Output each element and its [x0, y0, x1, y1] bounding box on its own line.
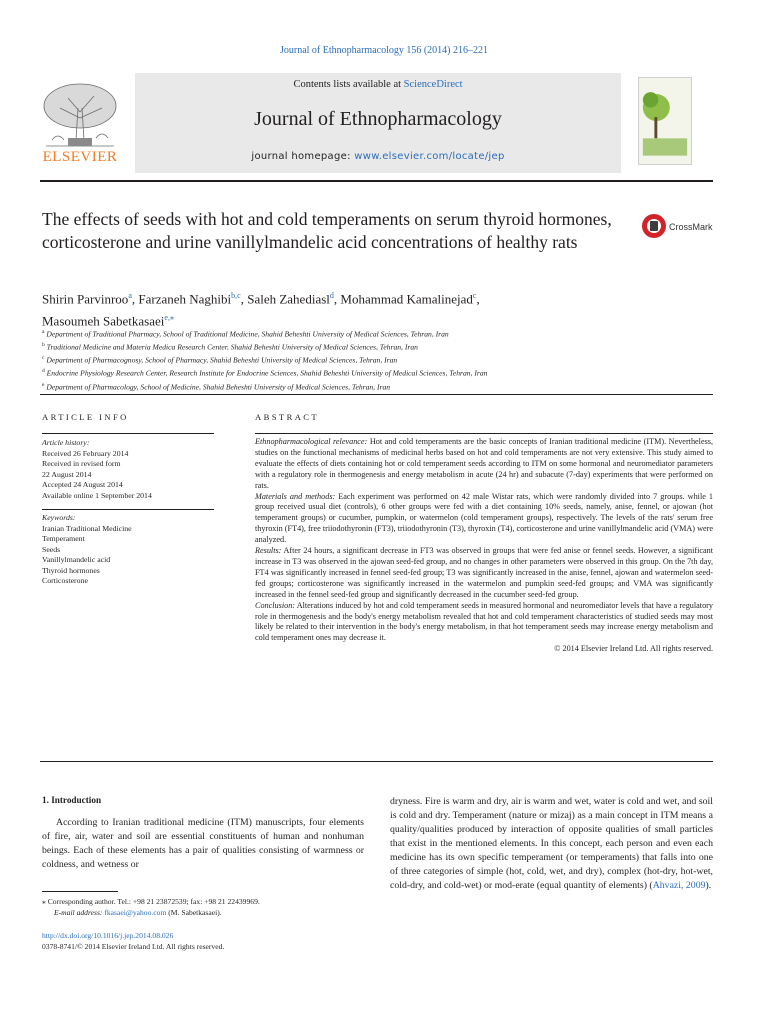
intro-right-text: dryness. Fire is warm and dry, air is warm and wet, water is cold and wet, and soil is cold and dry. Temperament (nature or mizaj) as a main concept in ITM means a quality/qualities produced by interaction of opposite qualities of small particles that exist in the mentioned elements. In this concept, each person and even each medicine has its own specific temperament (or temperaments) that falls into one of three categories of simple (hot, cold, wet, and dry), complex (hot-dry, hot-wet, cold-dry, and cold-wet) or mod-erate (equal quantity of elements) ( — [390, 796, 713, 891]
sciencedirect-link[interactable]: ScienceDirect — [403, 79, 463, 90]
abstract-body — [255, 437, 713, 655]
abstract-section-text: Alterations induced by hot and cold temperament seeds in measured hormonal and neuromediator levels that have a regulatory role in thermogenesis and the body's energy metabolism revealed that hot and cold temperament characteristics of studied seeds may most likely be related to their intervention in the body's energy metabolism, in that hot temperament seeds may increase energy metabolism and cold temperament ones may decrease it. — [255, 600, 713, 643]
keyword-item: Iranian Traditional Medicine — [42, 523, 132, 533]
history-item: Received 26 February 2014 — [42, 448, 129, 458]
author-list — [42, 286, 682, 331]
elsevier-wordmark: ELSEVIER — [42, 149, 118, 165]
issn-line: 0378-8741/© 2014 Elsevier Ireland Ltd. All rights reserved. — [42, 942, 225, 951]
author-separator: , — [240, 291, 248, 307]
citation-link[interactable]: Ahvazi, 2009 — [652, 880, 706, 891]
intro-right-end: ). — [705, 880, 712, 891]
affiliation-text: Department of Pharmacology, School of Medicine, Shahid Beheshti University of Medical Sciences, Tehran, Iran — [46, 382, 391, 392]
crossmark-badge[interactable] — [640, 211, 720, 241]
footnote-rule — [42, 891, 118, 892]
affiliation-item — [42, 353, 722, 366]
article-info-heading: ARTICLE INFO — [42, 412, 129, 422]
affiliation-mark: d — [42, 368, 45, 375]
info-rule — [42, 433, 214, 434]
abstract-section-label: Ethnopharmacological relevance: — [255, 437, 368, 446]
journal-title: Journal of Ethnopharmacology — [254, 108, 502, 130]
affiliation-text: Department of Traditional Pharmacy, School of Traditional Medicine, Shahid Beheshti University of Medical Sciences, Tehran, Iran — [46, 329, 449, 339]
contents-line — [135, 79, 621, 90]
author-affiliation-mark[interactable]: b,c — [231, 291, 241, 300]
history-items — [42, 449, 214, 502]
info-rule — [42, 509, 214, 510]
email-link[interactable]: fkasaei@yahoo.com — [104, 907, 167, 917]
abstract-section-label: Conclusion: — [255, 600, 296, 610]
abstract-section — [255, 437, 713, 492]
contents-prefix: Contents lists available at — [293, 79, 404, 90]
crossmark-label: CrossMark — [669, 222, 713, 232]
affiliation-text: Endocrine Physiology Research Center, Research Institute for Endocrine Sciences, Shahid Beheshti University of Medical Sciences, Tehran, Iran — [46, 368, 488, 378]
footnote-star: ⁎ — [42, 897, 46, 906]
abstract-section-label: Materials and methods: — [255, 491, 336, 501]
keywords-label: Keywords: — [42, 513, 76, 522]
author-separator: , — [476, 291, 480, 307]
email-label: E-mail address: — [54, 907, 105, 917]
author-affiliation-mark[interactable]: e,⁎ — [164, 313, 174, 323]
footnote-text: Corresponding author. Tel.: +98 21 23872539; fax: +98 21 22439969. — [45, 897, 260, 906]
author-separator: , — [333, 291, 341, 307]
abstract-section-text: Each experiment was performed on 42 male Wistar rats, which were randomly divided into 7 groups. while 1 group received usual diet (controls), 6 other groups were fed with a diet containing 10% seeds, namely, anise, fennel, or ajowan (hot temperament groups) or cucumber, pumpkin, or watermelon (cold temperament groups), respectively. The levels of the rats' serum free thyroxin (FT4), free triiodothyronin (FT3), triiodothyronin (T3), thyroxin (T4), corticosterone and urine vanillylmandelic acid (VMA) were analyzed. — [255, 491, 714, 545]
author-affiliation-mark[interactable]: d — [329, 291, 334, 300]
author-name[interactable]: Farzaneh Naghibi — [138, 291, 232, 307]
affiliation-item — [42, 366, 722, 379]
homepage-prefix: journal homepage: — [251, 151, 355, 162]
keyword-item: Seeds — [42, 544, 61, 554]
keyword-items — [42, 524, 214, 587]
article-history — [42, 438, 214, 501]
abstract-section-text: Hot and cold temperaments are the basic concepts of Iranian traditional medicine (ITM). Nevertheless, studies on the functional mechanisms of medicinal herbs based on hot and cold temperaments are not very extensive. This study aimed to evaluate the effects of diets containing hot or cold temperament seeds according to ITM on some hormonal and neuromediator parameters with a regulatory role in thermogenesis and energy metabolism in acute (24 hr) and subacute (7-day) experiments that were performed on rats. — [255, 437, 713, 490]
history-item: 22 August 2014 — [42, 469, 92, 479]
abstract-sections — [255, 437, 713, 644]
journal-cover-thumbnail[interactable] — [638, 77, 692, 165]
journal-homepage-line — [135, 151, 621, 162]
keyword-item: Vanillylmandelic acid — [42, 555, 111, 564]
abstract-section — [255, 546, 713, 601]
abstract-section-label: Results: — [255, 546, 282, 556]
author-separator: , — [131, 291, 139, 307]
affiliation-mark: a — [42, 329, 45, 335]
author-name[interactable]: Shirin Parvinroo — [42, 291, 129, 307]
history-item: Available online 1 September 2014 — [42, 490, 152, 500]
abstract-rule — [255, 433, 713, 434]
history-item: Accepted 24 August 2014 — [42, 480, 123, 489]
abstract-heading: ABSTRACT — [255, 412, 320, 422]
author-name[interactable]: Saleh Zahediasl — [247, 291, 330, 307]
affiliation-item — [42, 327, 722, 340]
abstract-section — [255, 492, 713, 547]
affiliation-text: Department of Pharmacognosy, School of Pharmacy, Shahid Beheshti University of Medical Sciences, Tehran, Iran — [46, 355, 398, 365]
affiliation-text: Traditional Medicine and Materia Medica Research Center, Shahid Beheshti University of Medical Sciences, Tehran, Iran — [46, 342, 418, 352]
keywords-block — [42, 513, 214, 587]
intro-paragraph-right — [390, 795, 713, 893]
affiliation-mark: b — [42, 342, 45, 349]
author-affiliation-mark[interactable]: a — [128, 291, 132, 300]
affiliation-mark: e — [42, 381, 45, 388]
journal-citation[interactable]: Journal of Ethnopharmacology 156 (2014) 216–221 — [279, 45, 489, 56]
doi-link[interactable]: http://dx.doi.org/10.1016/j.jep.2014.08.026 — [42, 931, 174, 940]
intro-paragraph-left: According to Iranian traditional medicine (ITM) manuscripts, four elements of fire, air, water and soil are essential constituents of human and nonhuman beings. Each of these elements has a pair of qualities consisting of warmness or coldness, and wetness or — [42, 817, 364, 870]
copyright-line: © 2014 Elsevier Ireland Ltd. All rights reserved. — [554, 644, 713, 654]
affiliation-list — [42, 327, 722, 393]
affiliation-item — [42, 340, 722, 353]
keyword-item: Corticosterone — [42, 576, 88, 585]
author-name[interactable]: Mohammad Kamalinejad — [340, 291, 473, 307]
abstract-section — [255, 601, 713, 645]
affiliation-item — [42, 380, 722, 393]
corresponding-footnote — [42, 897, 364, 918]
section-rule — [40, 761, 713, 762]
history-label: Article history: — [42, 438, 90, 447]
author-name[interactable]: Masoumeh Sabetkasaei — [42, 313, 165, 329]
homepage-link[interactable]: www.elsevier.com/locate/jep — [354, 151, 505, 162]
affiliation-mark: c — [42, 355, 45, 362]
email-suffix: (M. Sabetkasaei). — [166, 907, 222, 917]
introduction-heading: 1. Introduction — [42, 795, 102, 805]
header-rule — [40, 180, 713, 182]
article-title: The effects of seeds with hot and cold temperaments on serum thyroid hormones, corticosterone and urine vanillylmandelic acid concentrations of healthy rats — [42, 209, 612, 252]
keyword-item: Thyroid hormones — [42, 565, 100, 575]
history-item: Received in revised form — [42, 459, 121, 468]
author-affiliation-mark[interactable]: c — [472, 291, 477, 300]
keyword-item: Temperament — [42, 534, 85, 543]
abstract-section-text: After 24 hours, a significant decrease in FT3 was observed in groups that were fed anise or fennel seeds. However, a significant increase in T3 was observed in the ajowan seed-fed group, and no changes in other parameters were observed in this group. On the 7th day, FT4 was significantly increased in fennel seed-fed group; T3 was significantly increased in the anise, fennel, ajowan and watermelon seed-fed groups; corticosterone was significantly increased in the watermelon and pumpkin seed-fed groups; and VMA was significantly increased in the fennel seed-fed group and significantly decreased in the cucumber seed-fed group. — [255, 546, 713, 599]
section-rule — [40, 394, 713, 395]
